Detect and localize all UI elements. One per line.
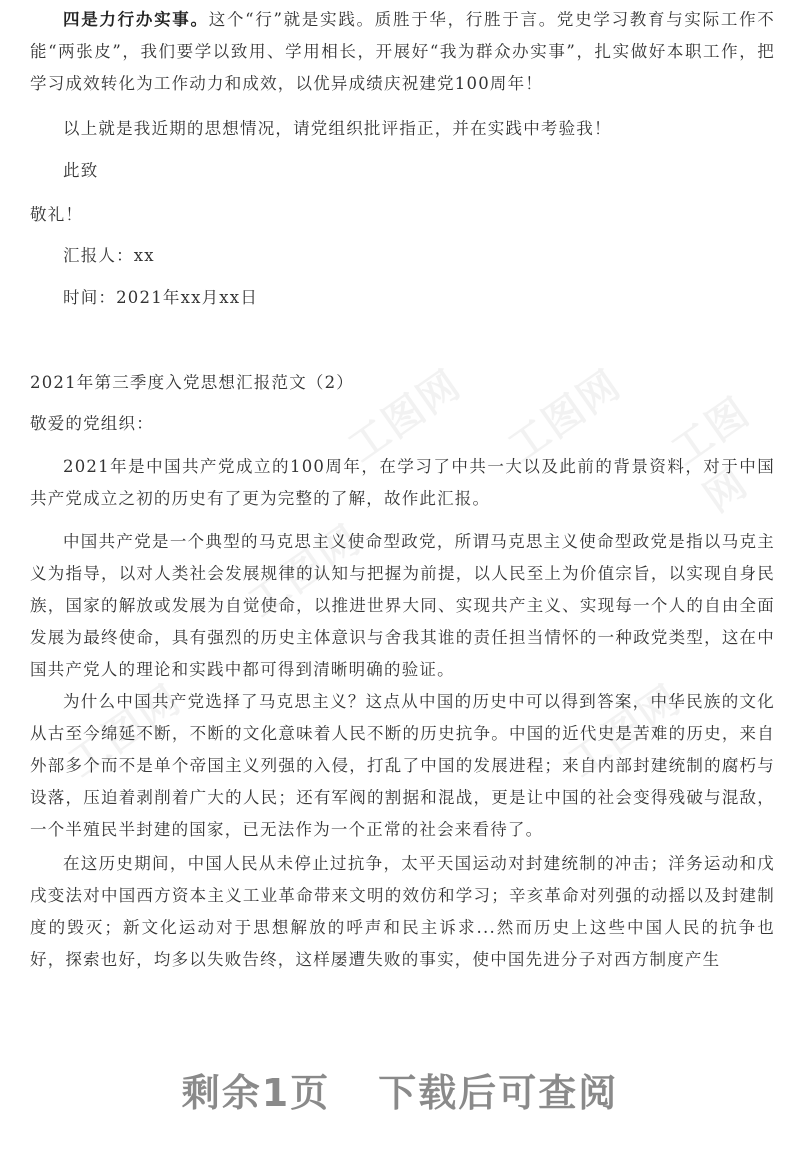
closing-paragraph: 以上就是我近期的思想情况，请党组织批评指正，并在实践中考验我！ — [63, 119, 612, 138]
download-to-view-label: 下载后可查阅 — [378, 1071, 619, 1115]
watermark: 工图网 — [500, 361, 630, 472]
salutation: 敬爱的党组织： — [30, 414, 154, 433]
watermark: 工图网 — [60, 676, 190, 787]
body-paragraph-2: 中国共产党是一个典型的马克思主义使命型政党，所谓马克思主义使命型政党是指以马克主义为指导，以对人类社会发展规律的认知与把握为前提，以人民至上为价值宗旨，以实现自身民族，国家的解放或发展为自觉使命，以推进世界大同、实现共产主义、实现每一个人的自由全面发展为最终使命，具有强烈的历史主体意识与舍我其谁的责任担当情怀的一种政党类型，这在中国共产党人的理论和实践中都可得到清晰明确的验证。 — [30, 532, 775, 679]
paragraph-practice — [30, 4, 775, 100]
watermark: 工图网 — [340, 361, 470, 472]
watermark: 工图网 — [240, 516, 370, 627]
closing-cizhi: 此致 — [63, 161, 99, 180]
closing-jingli: 敬礼！ — [30, 205, 84, 224]
section-title: 2021年第三季度入党思想汇报范文（2） — [30, 373, 354, 392]
paragraph-text: 这个“行”就是实践。质胜于华，行胜于言。党史学习教育与实际工作不能“两张皮”，我们要学以致用、学用相长，开展好“我为群众办实事”，扎实做好本职工作，把学习成效转化为工作动力和成效，以优异成绩庆祝建党100周年！ — [30, 10, 775, 93]
body-paragraph-4: 在这历史期间，中国人民从未停止过抗争，太平天国运动对封建统制的冲击；洋务运动和戊戌变法对中国西方资本主义工业革命带来文明的效仿和学习；辛亥革命对列强的动摇以及封建制度的毁灭；新文化运动对于思想解放的呼声和民主诉求...然而历史上这些中国人民的抗争也好，探索也好，均多以失败告终，这样屡遭失败的事实，使中国先进分子对西方制度产生 — [30, 854, 775, 969]
body-paragraph-1: 2021年是中国共产党成立的100周年，在学习了中共一大以及此前的背景资料，对于中国共产党成立之初的历史有了更为完整的了解，故作此汇报。 — [30, 457, 775, 508]
paragraph-lead: 四是力行办实事。 — [63, 10, 209, 29]
watermark: 工图网 — [663, 388, 759, 522]
download-prompt[interactable] — [0, 1062, 800, 1117]
body-paragraph-3: 为什么中国共产党选择了马克思主义？这点从中国的历史中可以得到答案，中华民族的文化从古至今绵延不断，不断的文化意味着人民不断的历史抗争。中国的近代史是苦难的历史，来自外部多个而不是单个帝国主义列强的入侵，打乱了中国的发展进程；来自内部封建统制的腐朽与设落，压迫着剥削着广大的人民；还有军阀的割据和混战，更是让中国的社会变得残破与混敌，一个半殖民半封建的国家，已无法作为一个正常的社会来看待了。 — [30, 692, 775, 839]
remaining-pages-label: 剩余1页 — [181, 1071, 331, 1115]
date-line: 时间：2021年xx月xx日 — [63, 288, 259, 307]
reporter-line: 汇报人：xx — [63, 246, 155, 265]
watermark: 工图网 — [560, 676, 690, 787]
